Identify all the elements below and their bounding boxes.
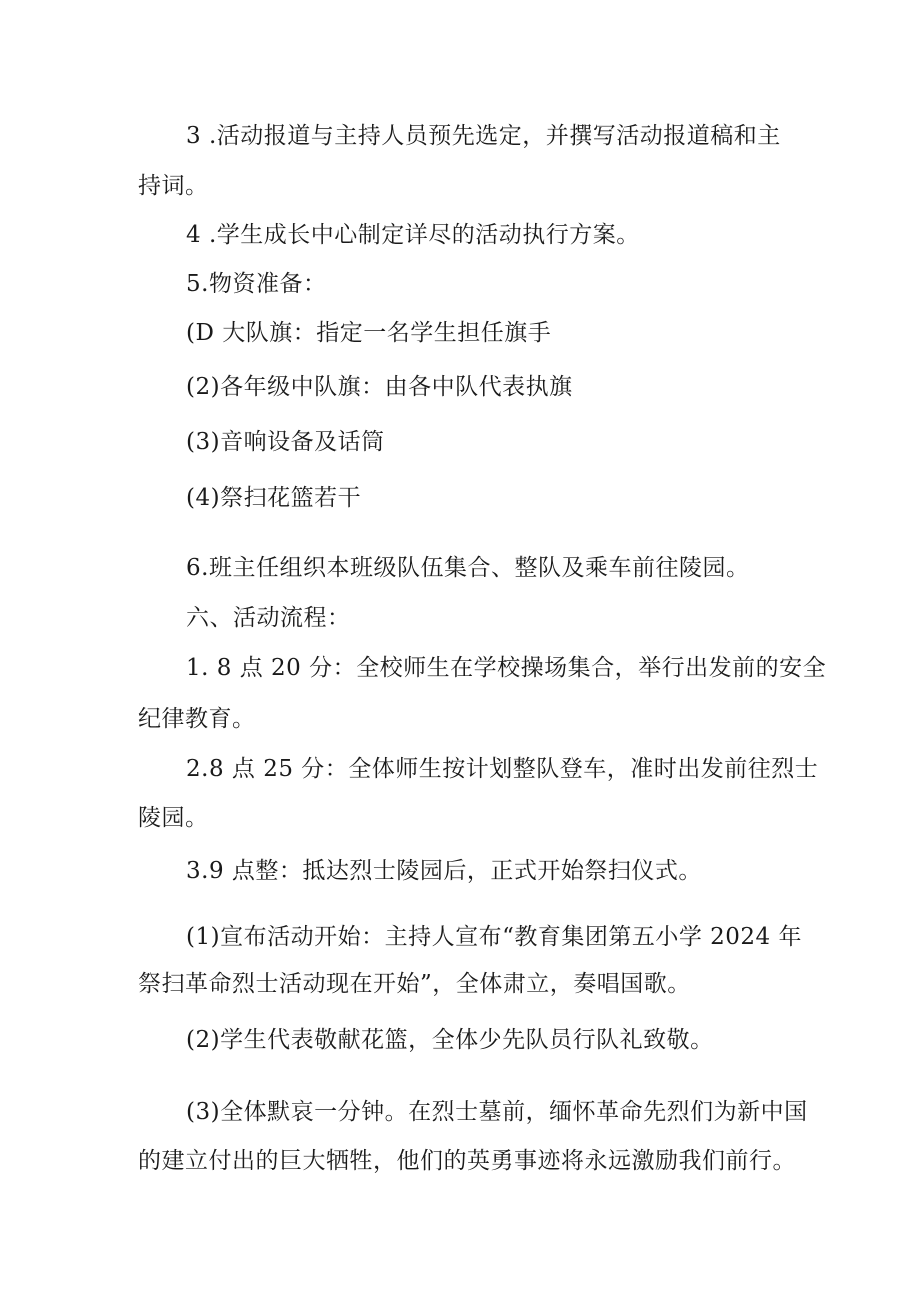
item-5-sub-4: (4)祭扫花篮若干 xyxy=(186,485,362,511)
flow-3-sub-1-line-1: (1)宣布活动开始：主持人宣布“教育集团第五小学 2024 年 xyxy=(186,924,802,950)
flow-3-sub-3-line-2: 的建立付出的巨大牺牲，他们的英勇事迹将永远激励我们前行。 xyxy=(138,1148,796,1174)
flow-2-line-1: 2.8 点 25 分：全体师生按计划整队登车，准时出发前往烈士 xyxy=(186,756,819,782)
section-6-heading: 六、活动流程： xyxy=(186,605,351,631)
item-5-sub-3: (3)音响设备及话筒 xyxy=(186,429,385,455)
item-5-heading: 5.物资准备： xyxy=(186,271,327,297)
item-5-sub-2: (2)各年级中队旗：由各中队代表执旗 xyxy=(186,374,573,400)
item-4: 4 .学生成长中心制定详尽的活动执行方案。 xyxy=(186,222,640,248)
flow-3-sub-1-line-2: 祭扫革命烈士活动现在开始”，全体肃立，奏唱国歌。 xyxy=(138,971,691,997)
item-3-line-2: 持词。 xyxy=(138,173,209,199)
flow-3-sub-2: (2)学生代表敬献花篮，全体少先队员行队礼致敬。 xyxy=(186,1027,714,1053)
flow-3-sub-3-line-1: (3)全体默哀一分钟。在烈士墓前，缅怀革命先烈们为新中国 xyxy=(186,1099,808,1125)
flow-3: 3.9 点整：抵达烈士陵园后，正式开始祭扫仪式。 xyxy=(186,858,702,884)
flow-1-line-1: 1. 8 点 20 分：全校师生在学校操场集合，举行出发前的安全 xyxy=(186,655,827,681)
flow-1-line-2: 纪律教育。 xyxy=(138,706,256,732)
item-5-sub-1: (D 大队旗：指定一名学生担任旗手 xyxy=(186,320,552,346)
flow-2-line-2: 陵园。 xyxy=(138,805,209,831)
item-3-line-1: 3 .活动报道与主持人员预先选定，并撰写活动报道稿和主 xyxy=(186,123,781,149)
item-6: 6.班主任组织本班级队伍集合、整队及乘车前往陵园。 xyxy=(186,555,750,581)
